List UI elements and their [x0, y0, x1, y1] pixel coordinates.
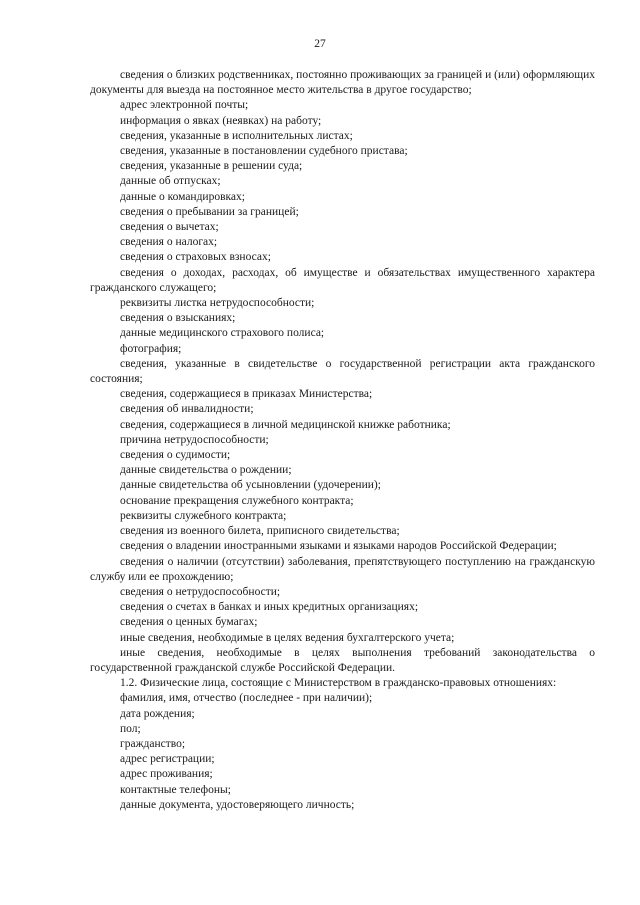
paragraph: основание прекращения служебного контракта; [120, 494, 354, 507]
paragraph: фотография; [120, 342, 182, 355]
paragraph: сведения о судимости; [120, 449, 231, 462]
paragraph: контактные телефоны; [120, 783, 231, 796]
paragraph: сведения о наличии (отсутствии) заболевания, препятствующего поступлению на гражданскую службу или ее прохождению; [90, 555, 595, 583]
paragraph: сведения, содержащиеся в приказах Министерства; [120, 388, 373, 401]
paragraph: сведения о близких родственниках, постоянно проживающих за границей и (или) оформляющих документы для выезда на постоянное место жительства в другое государство; [90, 69, 595, 97]
paragraph: 1.2. Физические лица, состоящие с Министерством в гражданско-правовых отношениях: [120, 677, 557, 690]
paragraph: сведения, указанные в решении суда; [120, 160, 303, 173]
paragraph: пол; [120, 722, 141, 735]
paragraph: иные сведения, необходимые в целях ведения бухгалтерского учета; [120, 631, 455, 644]
paragraph: фамилия, имя, отчество (последнее - при наличии); [120, 692, 373, 705]
paragraph: сведения о владении иностранными языками и языками народов Российской Федерации; [120, 540, 557, 553]
paragraph: сведения, содержащиеся в личной медицинской книжке работника; [120, 418, 451, 431]
document-body [90, 68, 595, 813]
paragraph: иные сведения, необходимые в целях выполнения требований законодательства о государственной гражданской службе Российской Федерации. [90, 646, 595, 674]
paragraph: сведения о налогах; [120, 236, 218, 249]
paragraph: данные о командировках; [120, 190, 245, 203]
paragraph: реквизиты листка нетрудоспособности; [120, 297, 315, 310]
paragraph: гражданство; [120, 737, 186, 750]
paragraph: сведения, указанные в свидетельстве о государственной регистрации акта гражданского состояния; [90, 357, 595, 386]
paragraph: сведения о страховых взносах; [120, 251, 271, 264]
paragraph: сведения из военного билета, приписного свидетельства; [120, 525, 400, 538]
paragraph: сведения о ценных бумагах; [120, 616, 258, 629]
paragraph: сведения о нетрудоспособности; [120, 585, 281, 598]
paragraph: сведения о вычетах; [120, 221, 219, 234]
paragraph: сведения о взысканиях; [120, 312, 236, 325]
paragraph: данные свидетельства об усыновлении (удочерении); [120, 479, 381, 492]
paragraph: сведения, указанные в исполнительных листах; [120, 129, 353, 142]
paragraph: сведения о счетах в банках и иных кредитных организациях; [120, 601, 419, 614]
paragraph: дата рождения; [120, 707, 195, 720]
page-number: 27 [314, 38, 326, 50]
paragraph: сведения об инвалидности; [120, 403, 254, 416]
paragraph: данные документа, удостоверяющего личность; [120, 798, 355, 811]
paragraph: данные свидетельства о рождении; [120, 464, 292, 477]
paragraph: реквизиты служебного контракта; [120, 509, 287, 522]
paragraph: адрес электронной почты; [120, 99, 249, 112]
paragraph: информация о явках (неявках) на работу; [120, 114, 322, 127]
paragraph: сведения, указанные в постановлении судебного пристава; [120, 145, 408, 158]
paragraph: сведения о пребывании за границей; [120, 205, 299, 218]
paragraph: данные медицинского страхового полиса; [120, 327, 325, 340]
paragraph: адрес проживания; [120, 768, 213, 781]
paragraph: адрес регистрации; [120, 753, 215, 766]
paragraph: сведения о доходах, расходах, об имуществе и обязательствах имущественного характера гражданского служащего; [90, 266, 595, 294]
paragraph: данные об отпусках; [120, 175, 221, 188]
paragraph: причина нетрудоспособности; [120, 433, 269, 446]
